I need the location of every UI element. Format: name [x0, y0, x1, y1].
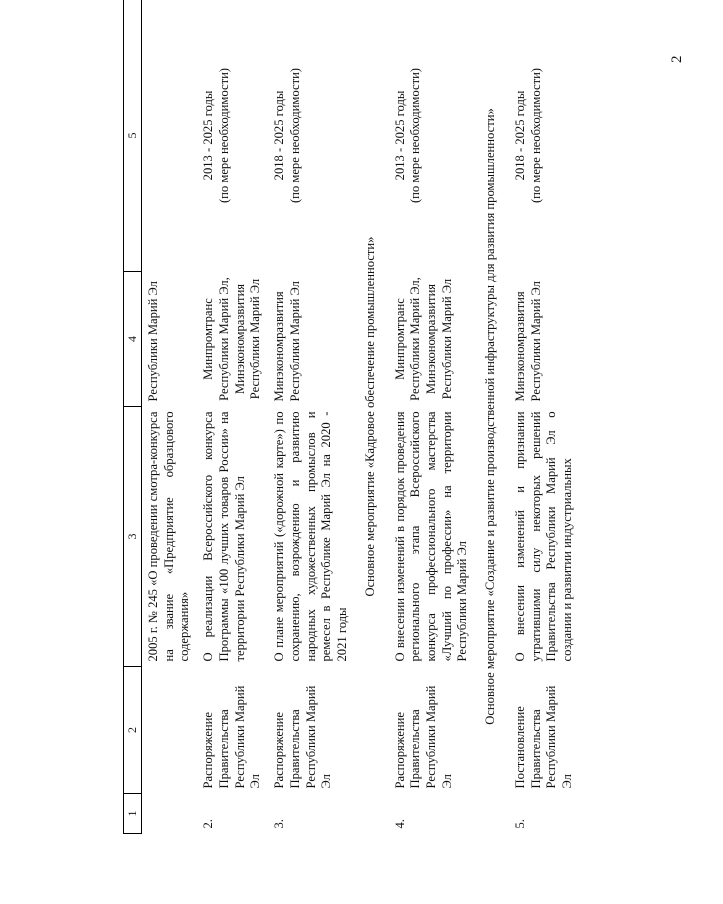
document-type: Распоряжение Правительства Республики Марий Эл	[272, 685, 334, 789]
document-title: 2005 г. № 245 «О проведении смотра-конкурса на звание «Предприятие образцового содержания»	[146, 411, 192, 662]
period-years: 2013 - 2025 годы	[392, 90, 407, 181]
column-number-row	[124, 0, 142, 834]
period-note: (по мере необходимости)	[216, 67, 231, 204]
row-number: 4.	[392, 819, 407, 829]
table-row	[509, 0, 580, 834]
executor: Минэкономразвития Республики Марий Эл	[512, 281, 543, 402]
executor: Минпромтранс Республики Марий Эл, Минэкономразвития Республики Марий Эл	[392, 277, 454, 401]
section-heading-row	[475, 0, 509, 834]
table-row	[197, 0, 268, 834]
document-title: О внесении изменений и признании утратившими силу некоторых решений Правительства Республики Марий Эл о создании и развитии индустриальных	[512, 411, 575, 662]
period	[389, 0, 476, 272]
section-heading: Основное мероприятие «Кадровое обеспечение промышленности»	[362, 236, 377, 597]
period	[509, 0, 580, 272]
document-type: Распоряжение Правительства Республики Марий Эл	[201, 685, 263, 789]
period-note: (по мере необходимости)	[287, 67, 302, 204]
row-number: 5.	[512, 819, 527, 829]
column-number: 5	[124, 0, 142, 272]
executor: Минэкономразвития Республики Марий Эл	[272, 281, 302, 402]
rotated-page	[123, 0, 723, 864]
document-title: О реализации Всероссийского конкурса Программы «100 лучших товаров России» на территории Республики Марий Эл	[201, 411, 247, 662]
period-years: 2018 - 2025 годы	[512, 90, 527, 181]
document-type: Постановление Правительства Республики Марий Эл	[512, 685, 575, 789]
row-number: 2.	[201, 819, 216, 829]
document-type: Распоряжение Правительства Республики Марий Эл	[392, 685, 454, 789]
section-heading-row	[355, 0, 389, 834]
period-note: (по мере необходимости)	[528, 67, 543, 204]
section-heading: Основное мероприятие «Создание и развитие производственной инфраструктуры для развития промышленности»	[483, 108, 498, 725]
activities-table	[123, 0, 580, 834]
document-title: О внесении изменений в порядок проведения регионального этапа Всероссийского конкурса профессионального мастерства «Лучший по профессии» на территории Республики Марий Эл	[392, 411, 470, 662]
period	[142, 0, 198, 272]
column-number: 3	[124, 407, 142, 667]
period-years: 2013 - 2025 годы	[201, 90, 216, 181]
document-title: О плане мероприятий («дорожной карте») по сохранению, возрождению и развитию народных художественных промыслов и ремесел в Республике Марий Эл на 2020 - 2021 годы	[272, 411, 350, 662]
period-years: 2018 - 2025 годы	[272, 90, 287, 181]
table-row	[389, 0, 476, 834]
period-note: (по мере необходимости)	[408, 67, 423, 204]
executor: Минпромтранс Республики Марий Эл, Минэкономразвития Республики Марий Эл	[201, 277, 263, 401]
page-number: 2	[669, 55, 685, 63]
column-number: 2	[124, 667, 142, 794]
executor: Республики Марий Эл	[146, 281, 160, 402]
row-number: 3.	[272, 819, 287, 829]
period	[197, 0, 268, 272]
table-row	[268, 0, 355, 834]
table-row-continued	[142, 0, 198, 834]
document-type	[142, 667, 198, 794]
row-number	[142, 794, 198, 834]
column-number: 4	[124, 272, 142, 407]
column-number: 1	[124, 794, 142, 834]
period	[268, 0, 355, 272]
